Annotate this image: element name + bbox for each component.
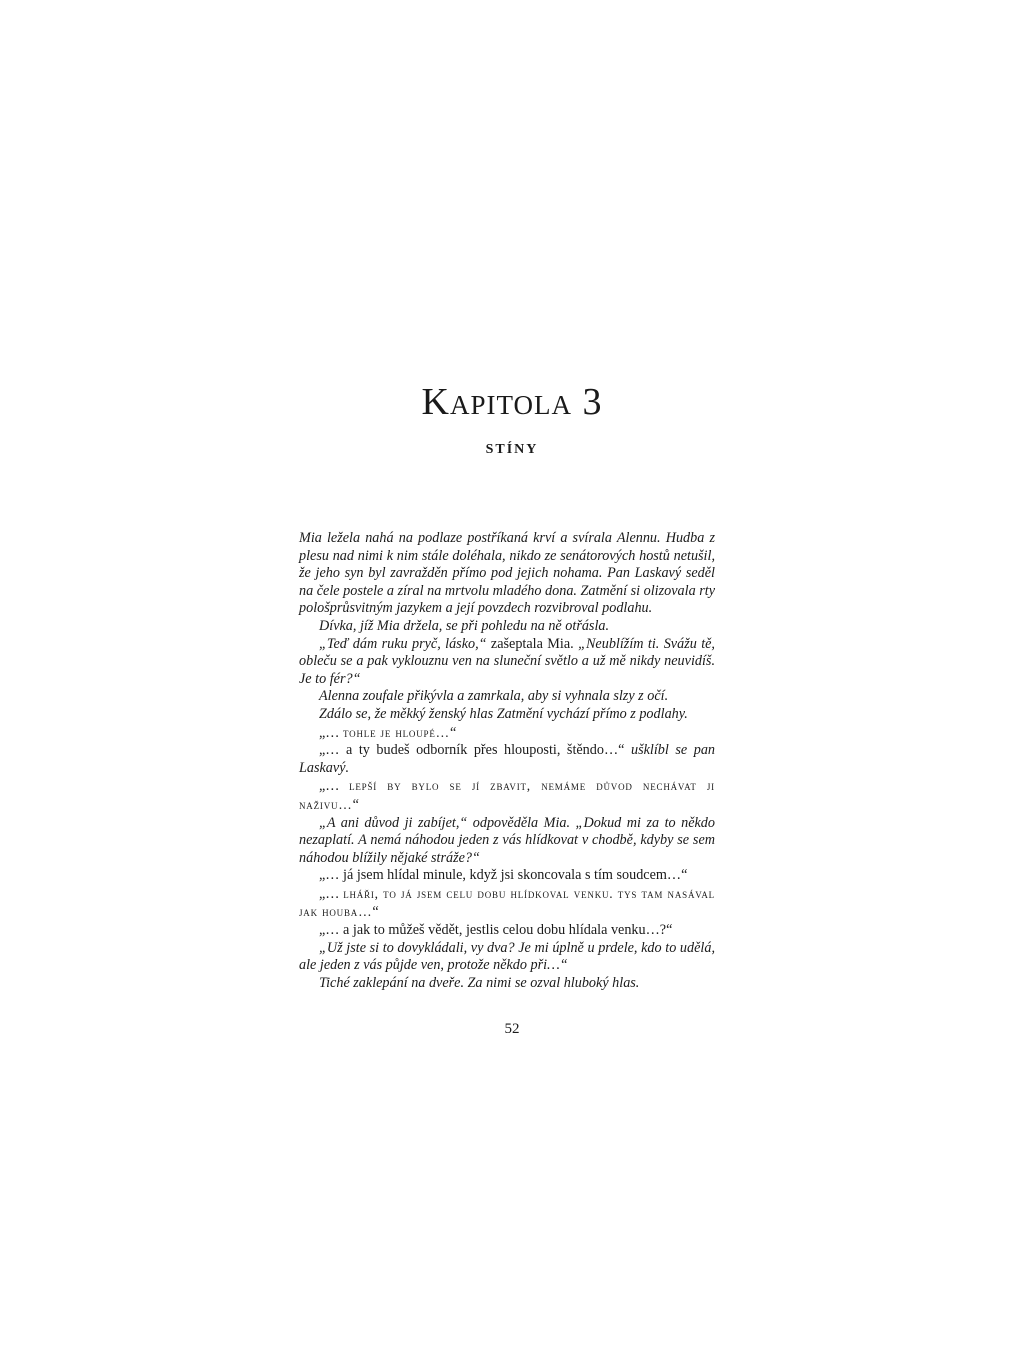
shadow-speech: lepší by bylo se jí zbavit, nemáme důvod nechávat ji naživu… bbox=[299, 778, 715, 812]
quote-close: “ bbox=[449, 724, 457, 741]
paragraph bbox=[299, 885, 715, 922]
paragraph: „Už jste si to dovykládali, vy dva? Je mi úplně u prdele, kdo to udělá, ale jeden z vás půjde ven, protože někdo při…“ bbox=[299, 939, 715, 974]
dialogue-text: „Neublížím ti. Svážu tě, obleču se a pak vyklouznu ven na sluneční světlo a už mě nikdy neuvidíš. Je to fér?“ bbox=[299, 635, 715, 687]
paragraph: „… a jak to můžeš vědět, jestlis celou dobu hlídala venku…?“ bbox=[319, 922, 673, 939]
paragraph: Alenna zoufale přikývla a zamrkala, aby si vyhnala slzy z očí. bbox=[319, 688, 669, 705]
paragraph bbox=[299, 742, 715, 777]
quote-open: „… bbox=[319, 778, 350, 795]
paragraph bbox=[299, 636, 715, 689]
paragraph: Tiché zaklepání na dveře. Za nimi se ozval hluboký hlas. bbox=[319, 974, 640, 991]
dialogue-text: „Teď dám ruku pryč, lásko,“ bbox=[319, 635, 487, 652]
quote-close: “ bbox=[352, 796, 359, 813]
narration-text: zašeptala Mia. bbox=[486, 635, 579, 652]
quote-close: “ bbox=[372, 904, 379, 921]
paragraph bbox=[299, 777, 715, 814]
paragraph bbox=[299, 724, 715, 743]
narration-text: ušklíbl se pan Laskavý. bbox=[299, 742, 716, 776]
paragraph: Dívka, jíž Mia držela, se při pohledu na ně otřásla. bbox=[319, 617, 610, 634]
paragraph: Zdálo se, že měkký ženský hlas Zatmění vychází přímo z podlahy. bbox=[319, 705, 688, 722]
quote-open: „… bbox=[319, 885, 344, 902]
dialogue-text: „… a ty budeš odborník přes hlouposti, štěndo…“ bbox=[319, 742, 625, 759]
paragraph: „A ani důvod ji zabíjet,“ odpověděla Mia. „Dokud mi za to někdo nezaplatí. A nemá náhodou jeden z vás hlídkovat v chodbě, kdyby se sem náhodou blížily nějaké stráže?“ bbox=[299, 814, 715, 866]
chapter-subtitle: STÍNY bbox=[485, 442, 539, 457]
paragraph: „… já jsem hlídal minule, když jsi skoncovala s tím soudcem…“ bbox=[319, 867, 688, 884]
shadow-speech: lháři, to já jsem celu dobu hlídkoval venku. tys tam nasával jak houba… bbox=[299, 885, 715, 920]
shadow-speech: tohle je hloupé… bbox=[343, 724, 450, 740]
quote-open: „… bbox=[319, 724, 344, 741]
chapter-title: Kapitola 3 bbox=[421, 381, 603, 423]
paragraph: Mia ležela nahá na podlaze postříkaná krví a svírala Alennu. Hudba z plesu nad nimi k nim stále doléhala, nikdo ze senátorových hostů netušil, že jeho syn byl zavražděn přímo pod jejich nohama. Pan Laskavý seděl na čele postele a zíral na mrtvolu mladého dona. Zatmění si olizovala rty pološprůsvitným jazykem a její povzdech rozvibroval podlahu. bbox=[299, 530, 715, 617]
chapter-body bbox=[299, 530, 715, 992]
page-number: 52 bbox=[504, 1021, 520, 1037]
